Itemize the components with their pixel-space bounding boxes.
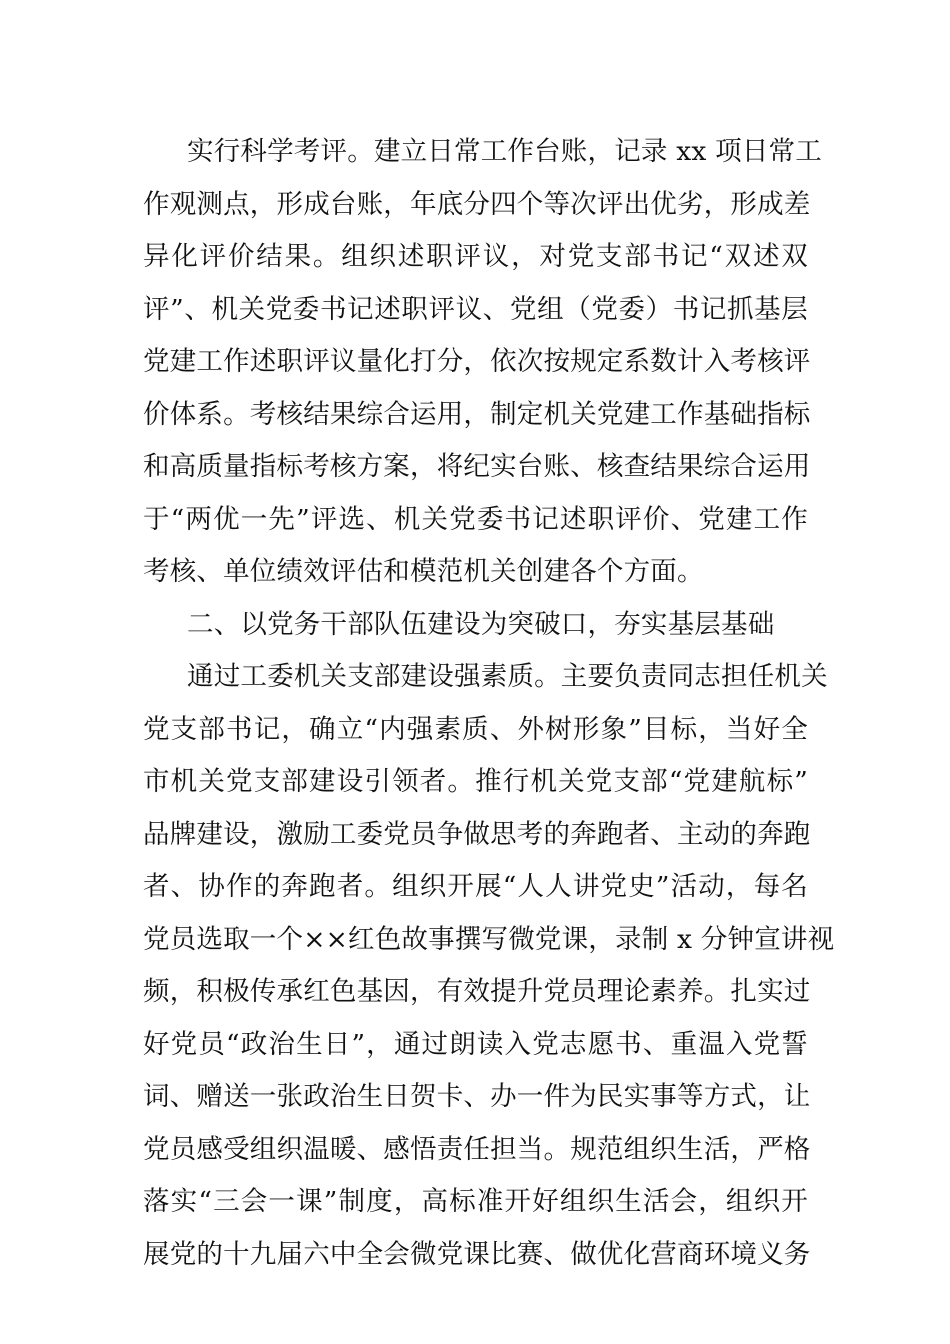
- body-text: [143, 126, 835, 1281]
- paragraph-line: 党员感受组织温暖、感悟责任担当。规范组织生活，严格: [143, 1133, 811, 1165]
- paragraph-line: 实行科学考评。建立日常工作台账，记录 xx 项日常工: [187, 136, 822, 167]
- paragraph-line: 党员选取一个××红色故事撰写微党课，录制 x 分钟宣讲视: [143, 923, 835, 955]
- paragraph-line: 价体系。考核结果综合运用，制定机关党建工作基础指标: [143, 398, 811, 430]
- section-heading: 二、以党务干部队伍建设为突破口，夯实基层基础: [187, 608, 775, 640]
- paragraph-line: 和高质量指标考核方案，将纪实台账、核查结果综合运用: [143, 451, 811, 482]
- paragraph-line: 于“两优一先”评选、机关党委书记述职评价、党建工作: [143, 503, 808, 535]
- paragraph-line: 品牌建设，激励工委党员争做思考的奔跑者、主动的奔跑: [143, 818, 811, 850]
- paragraph-line: 好党员“政治生日”，通过朗读入党志愿书、重温入党誓: [143, 1028, 808, 1060]
- paragraph-line: 市机关党支部建设引领者。推行机关党支部“党建航标”: [143, 766, 808, 797]
- paragraph-line: 落实“三会一课”制度，高标准开好组织生活会，组织开: [143, 1186, 808, 1217]
- paragraph-line: 考核、单位绩效评估和模范机关创建各个方面。: [143, 556, 704, 587]
- paragraph-line: 党建工作述职评议量化打分，依次按规定系数计入考核评: [143, 346, 811, 377]
- paragraph-line: 作观测点，形成台账，年底分四个等次评出优劣，形成差: [143, 188, 811, 220]
- paragraph-line: 通过工委机关支部建设强素质。主要负责同志担任机关: [187, 661, 828, 692]
- paragraph-line: 党支部书记，确立“内强素质、外树形象”目标，当好全: [143, 713, 808, 745]
- paragraph-line: 评”、机关党委书记述职评议、党组（党委）书记抓基层: [143, 293, 808, 325]
- paragraph-line: 词、赠送一张政治生日贺卡、办一件为民实事等方式，让: [143, 1081, 811, 1112]
- paragraph-line: 者、协作的奔跑者。组织开展“人人讲党史”活动，每名: [143, 871, 808, 902]
- paragraph-line: 异化评价结果。组织述职评议，对党支部书记“双述双: [143, 241, 808, 272]
- paragraph-line: 展党的十九届六中全会微党课比赛、做优化营商环境义务: [143, 1238, 811, 1270]
- paragraph-line: 频，积极传承红色基因，有效提升党员理论素养。扎实过: [143, 976, 811, 1007]
